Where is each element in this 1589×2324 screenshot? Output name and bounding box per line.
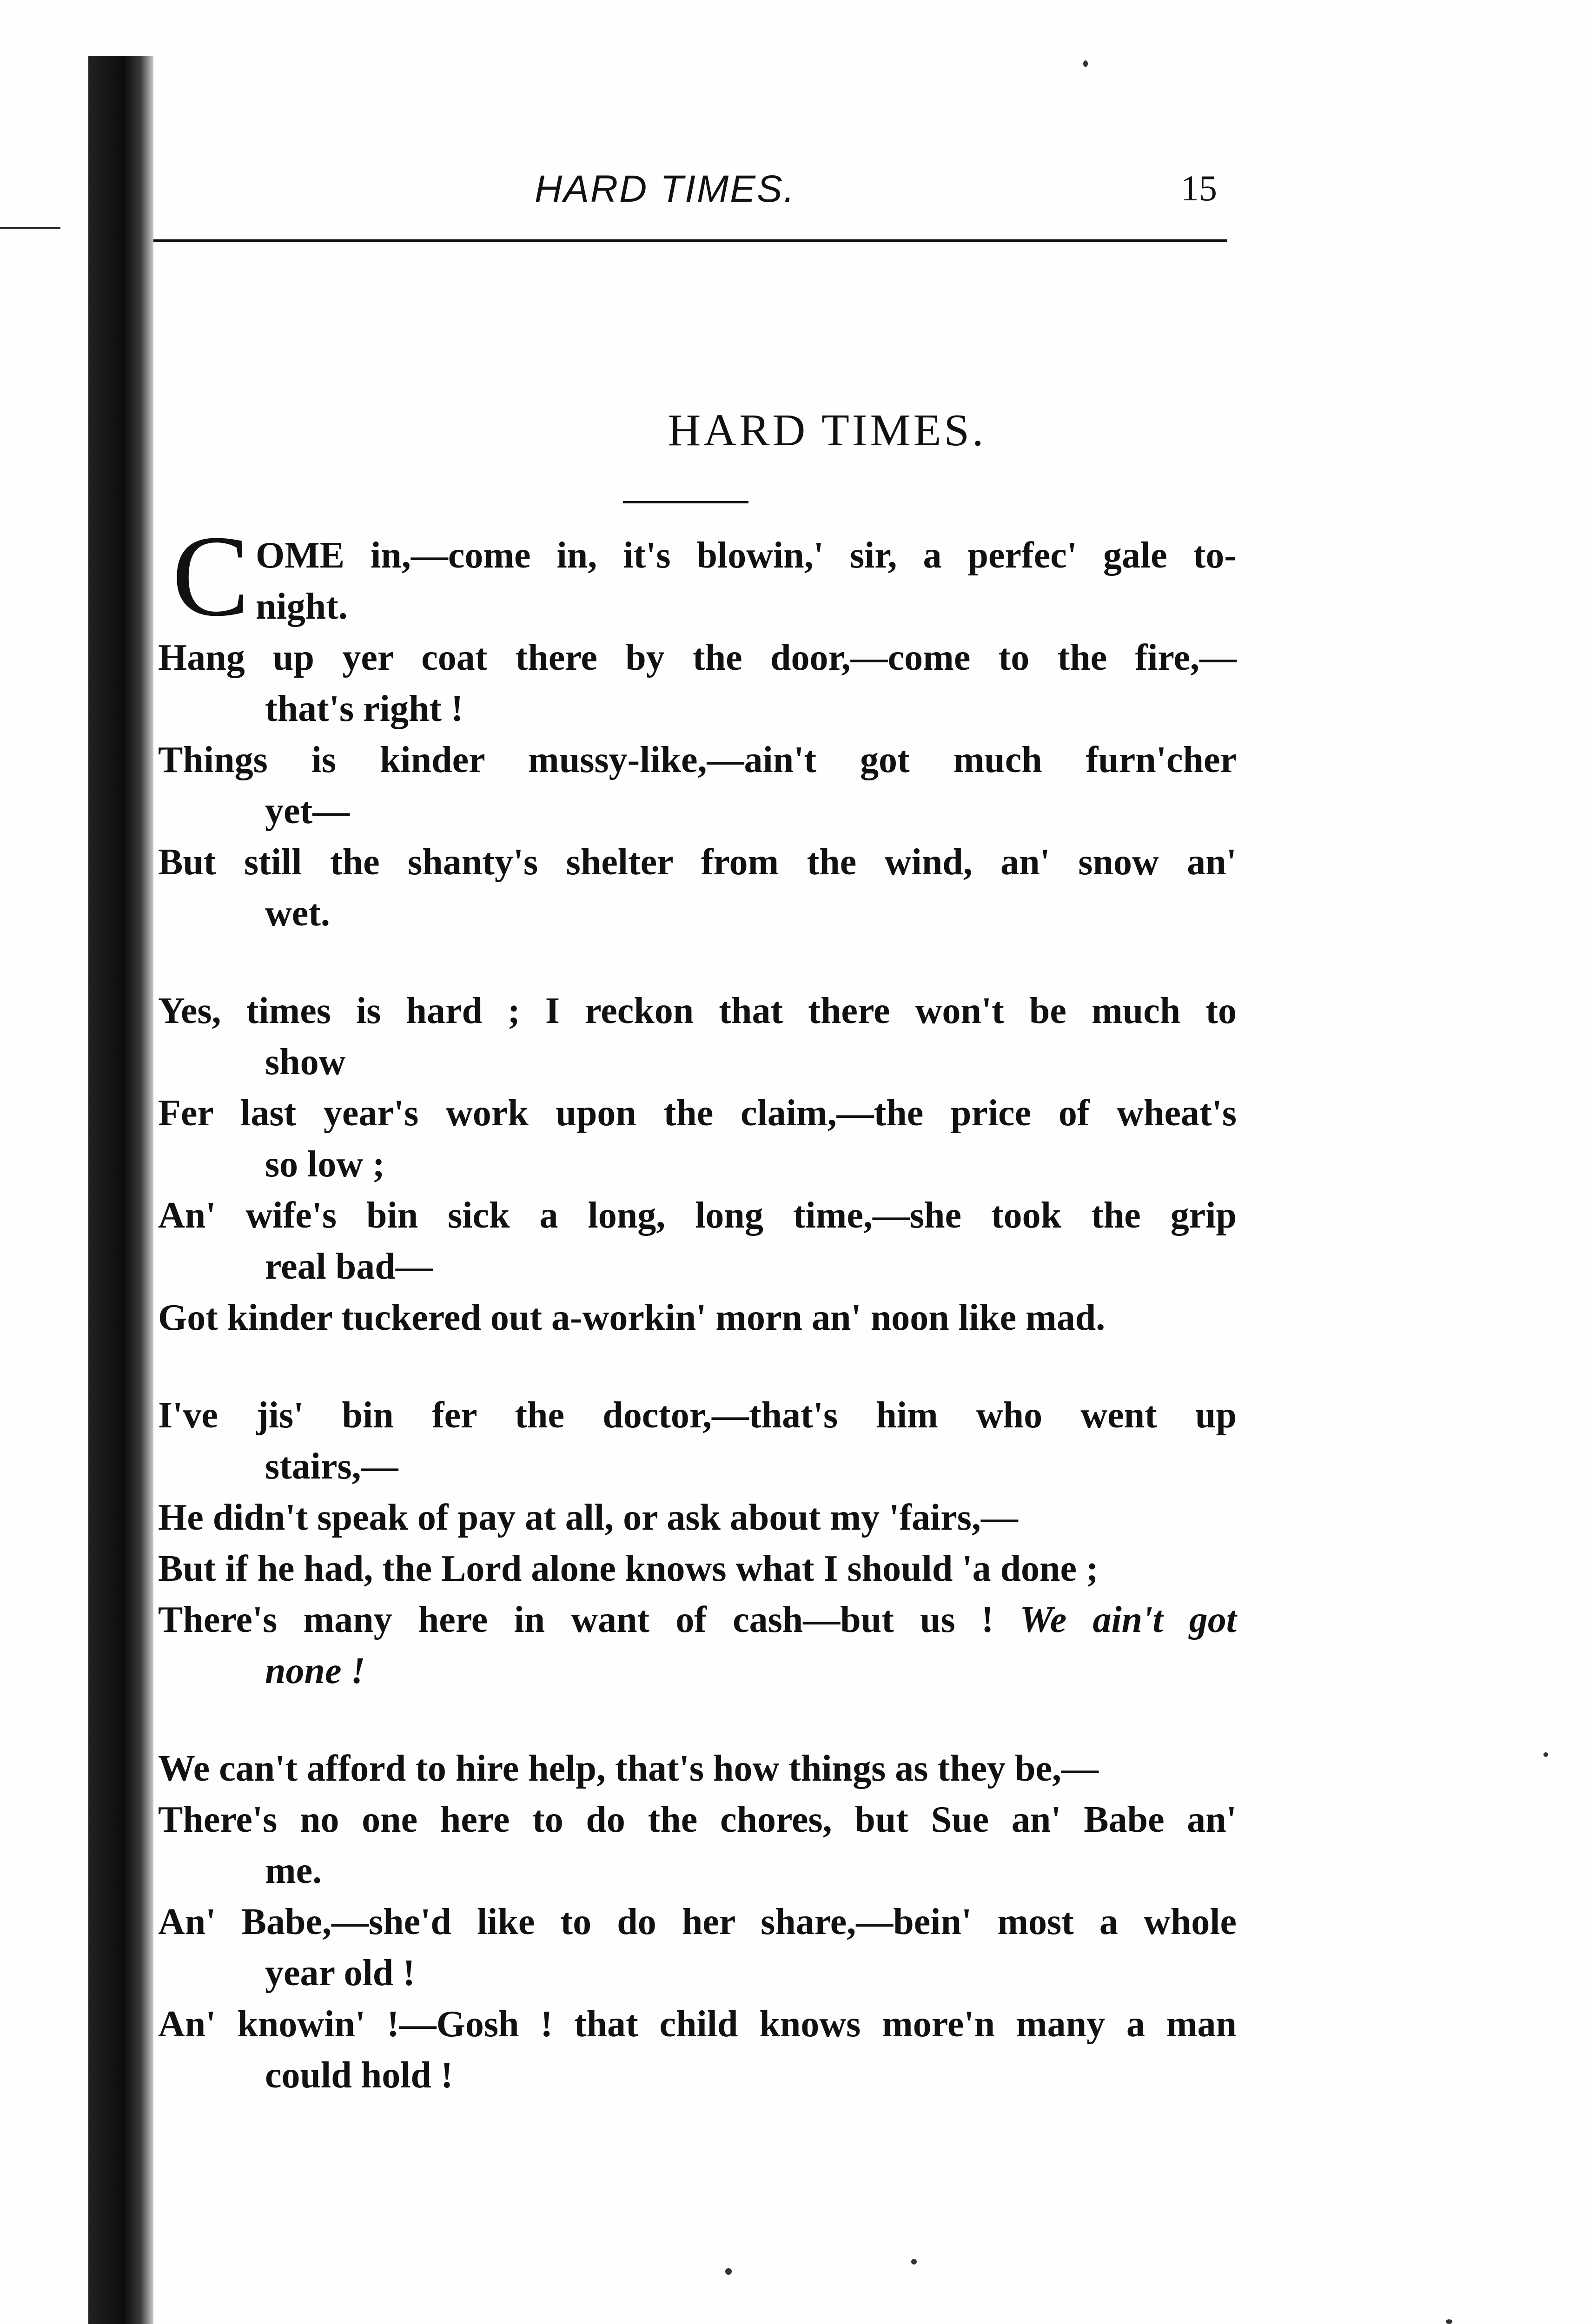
binding-shadow [88,56,153,2324]
running-title: HARD TIMES. [535,168,796,210]
line-text: An' wife's bin sick a long, long time,—she took the grip [158,1195,1237,1236]
scan-speck [1446,2319,1452,2324]
line-text: We can't afford to hire help, that's how things as they be,— [158,1748,1099,1789]
running-head [0,167,1589,223]
line-continuation: that's right ! [265,688,463,729]
line-continuation: real bad— [265,1246,433,1287]
line-text: But still the shanty's shelter from the wind, an' snow an' [158,842,1237,883]
line-continuation [149,1645,1237,1697]
scan-speck [1543,1752,1548,1757]
poem-line [149,1292,1237,1343]
stanza-4 [149,1743,1237,2101]
poem-line [149,1743,1237,1794]
poem-line [149,837,1237,939]
line-continuation: yet— [265,791,350,832]
line-continuation: me. [265,1850,322,1891]
poem-line [149,512,1237,640]
poem-line [149,985,1237,1088]
title-rule [623,501,748,503]
line-text: An' Babe,—she'd like to do her share,—bein' most a whole [158,1901,1237,1942]
poem-line [149,1794,1237,1896]
line-text: I've jis' bin fer the doctor,—that's him who went up [158,1395,1237,1436]
poem-line [149,1999,1237,2101]
poem-line [149,1088,1237,1190]
line-text: Yes, times is hard ; I reckon that there won't be much to [158,990,1237,1031]
line-text: OME in,—come in, it's blowin,' sir, a perfec' gale to- [256,535,1237,576]
line-continuation: show [265,1042,346,1083]
drop-cap: C [172,512,250,640]
poem-title: HARD TIMES. [668,405,987,456]
line-text: But if he had, the Lord alone knows what I should 'a done ; [158,1548,1099,1589]
line-continuation: stairs,— [265,1446,398,1487]
scan-speck [1083,60,1088,67]
page-number: 15 [1181,168,1217,208]
line-continuation: night. [256,586,348,627]
scan-speck [911,2259,917,2265]
italic-continuation: none ! [265,1651,365,1691]
line-text: Hang up yer coat there by the door,—come to the fire,— [158,637,1237,678]
italic-phrase: We ain't got [1020,1599,1237,1640]
poem-line [149,1492,1237,1543]
line-text: There's no one here to do the chores, but Sue an' Babe an' [158,1799,1237,1840]
poem-line [149,632,1237,734]
poem-line [149,1390,1237,1492]
line-continuation: year old ! [265,1953,415,1994]
line-text: An' knowin' !—Gosh ! that child knows more'n many a man [158,2004,1237,2045]
line-continuation: wet. [265,893,330,934]
line-text: Got kinder tuckered out a-workin' morn an' noon like mad. [158,1297,1106,1338]
poem-body [149,512,1237,2147]
line-text: Things is kinder mussy-like,—ain't got much furn'cher [158,739,1237,780]
line-continuation: so low ; [265,1144,385,1185]
stanza-1 [149,512,1237,939]
line-text-with-italic [149,1594,1237,1645]
line-text: Fer last year's work upon the claim,—the price of wheat's [158,1093,1237,1134]
page-edge-line [0,227,60,229]
poem-line [149,1896,1237,1999]
poem-line [149,734,1237,837]
stanza-2 [149,985,1237,1343]
scan-speck [725,2268,732,2275]
header-rule [153,239,1227,242]
line-text: He didn't speak of pay at all, or ask about my 'fairs,— [158,1497,1018,1538]
poem-line [149,1543,1237,1594]
poem-line [149,1594,1237,1697]
poem-line [149,1190,1237,1292]
line-continuation: could hold ! [265,2055,453,2096]
line-text: There's many here in want of cash—but us ! [158,1599,994,1640]
stanza-3 [149,1390,1237,1697]
